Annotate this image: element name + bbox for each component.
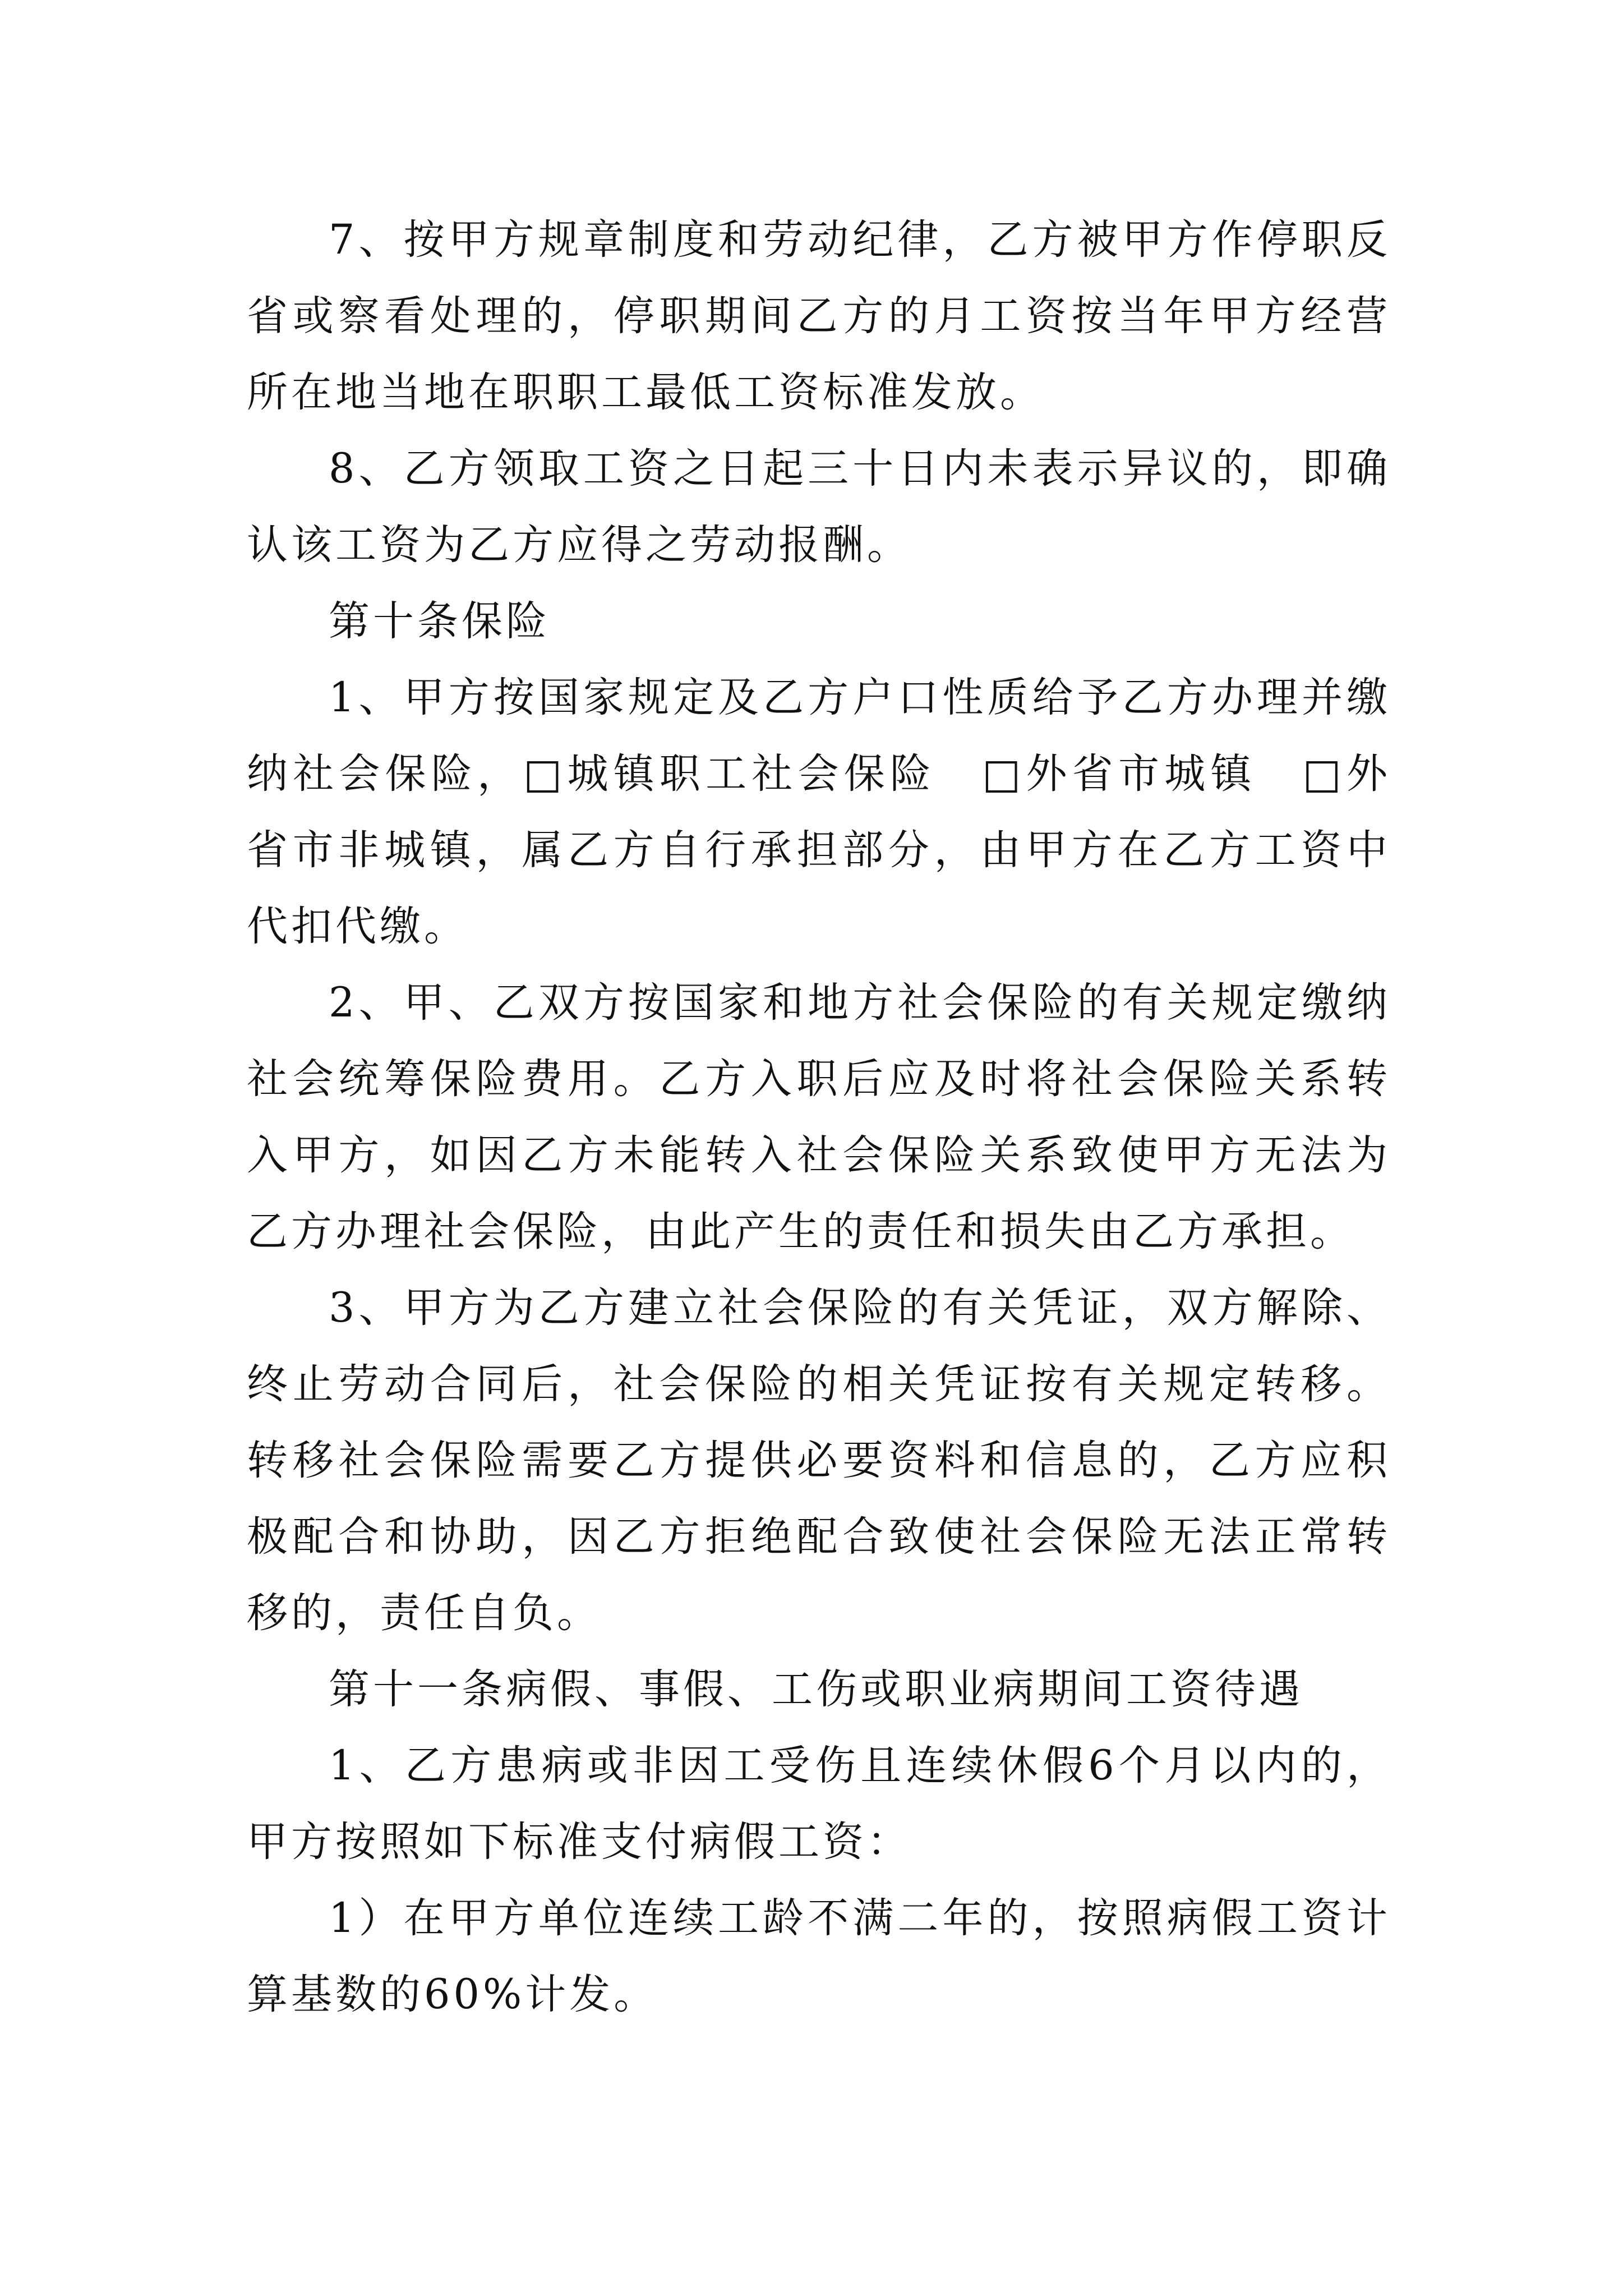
- clause-paragraph-7: 7、按甲方规章制度和劳动纪律，乙方被甲方作停职反省或察看处理的，停职期间乙方的月工资按当年甲方经营所在地当地在职职工最低工资标准发放。: [247, 216, 1391, 416]
- leave-paragraph-1: 1、乙方患病或非因工受伤且连续休假6个月以内的，甲方按照如下标准支付病假工资：: [247, 1742, 1391, 1866]
- document-body: [247, 202, 1391, 2033]
- insurance-paragraph-3: 3、甲方为乙方建立社会保险的有关凭证，双方解除、终止劳动合同后，社会保险的相关凭证按有关规定转移。转移社会保险需要乙方提供必要资料和信息的，乙方应积极配合和协助，因乙方拒绝配合致使社会保险无法正常转移的，责任自负。: [247, 1284, 1391, 1637]
- article-heading-leave-pay: 第十一条病假、事假、工伤或职业病期间工资待遇: [329, 1665, 1303, 1713]
- insurance-paragraph-2: 2、甲、乙双方按国家和地方社会保险的有关规定缴纳社会统筹保险费用。乙方入职后应及时将社会保险关系转入甲方，如因乙方未能转入社会保险关系致使甲方无法为乙方办理社会保险，由此产生的责任和损失由乙方承担。: [247, 979, 1391, 1255]
- clause-paragraph-8: 8、乙方领取工资之日起三十日内未表示异议的，即确认该工资为乙方应得之劳动报酬。: [247, 445, 1391, 569]
- insurance-paragraph-1: 1、甲方按国家规定及乙方户口性质给予乙方办理并缴纳社会保险，□城镇职工社会保险 □外省市城镇 □外省市非城镇，属乙方自行承担部分，由甲方在乙方工资中代扣代缴。: [247, 674, 1391, 950]
- leave-subparagraph-1: 1）在甲方单位连续工龄不满二年的，按照病假工资计算基数的60%计发。: [247, 1894, 1391, 2018]
- article-heading-insurance: 第十条保险: [329, 597, 550, 645]
